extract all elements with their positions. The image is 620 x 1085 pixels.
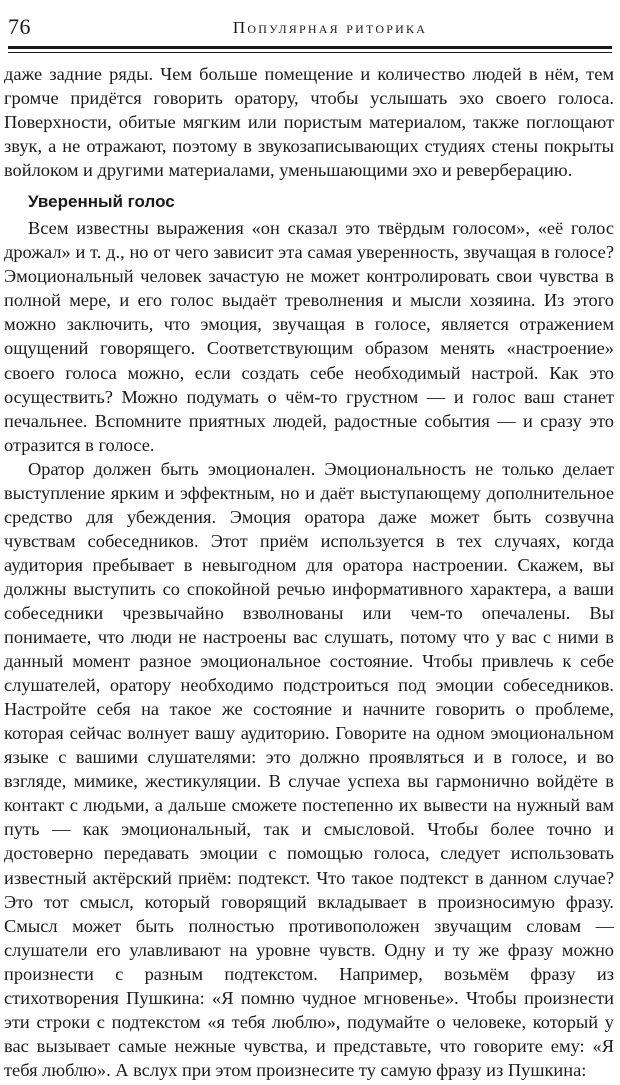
header-rule-thick	[8, 46, 612, 49]
running-title: Популярная риторика	[232, 18, 428, 37]
paragraph: Оратор должен быть эмоционален. Эмоциональность не только делает выступление ярким и эффектным, но и даёт выступающему дополнительное средство для убеждения. Эмоция оратора даже может быть созвучна чувствам собеседников. Этот приём используется в тех случаях, когда аудитория пребывает в невыгодном для оратора настроении. Скажем, вы должны выступить со спокойной речью информативного характера, а ваши собеседники чрезвычайно взволнованы или чем-то опечалены. Вы понимаете, что люди не настроены вас слушать, потому что у вас с ними в данный момент разное эмоциональное состояние. Чтобы привлечь к себе слушателей, оратору необходимо подстроиться под эмоции собеседников. Настройте себя на такое же состояние и начните говорить о проблеме, которая сейчас волнует вашу аудиторию. Говорите на одном эмоциональном языке с вашими слушателями: это должно проявляться и в голосе, и во взгляде, мимике, жестикуляции. В случае успеха вы гармонично войдёте в контакт с людьми, а дальше сможете постепенно их вывести на нужный вам путь — как эмоциональный, так и смысловой. Чтобы более точно и достоверно передавать эмоции с помощью голоса, следует использовать известный актёрский приём: подтекст. Что такое подтекст в данном случае? Это тот смысл, который говорящий вкладывает в произносимую фразу. Смысл может быть полностью противоположен звучащим словам — слушатели его улавливают на уровне чувств. Одну и ту же фразу можно произнести с разным подтекстом. Например, возьмём фразу из стихотворения Пушкина: «Я помню чудное мгновенье». Чтобы произнести эти строки с подтекстом «я тебя люблю», подумайте о человеке, который у вас вызывает самые нежные чувства, и представьте, что говорите ему: «Я тебя люблю». А вслух при этом произнесите ту самую фразу из Пушкина:	[4, 458, 614, 1080]
page-number: 76	[8, 14, 31, 39]
body-text	[4, 62, 614, 1082]
section-heading: Уверенный голос	[28, 192, 175, 212]
paragraph: Всем известны выражения «он сказал это твёрдым голосом», «её голос дрожал» и т. д., но от чего зависит эта самая уверенность, звучащая в голосе? Эмоциональный человек зачастую не может контролировать свои чувства в полной мере, и его голос выдаёт треволнения и мысли хозяина. Из этого можно заключить, что эмоция, звучащая в голосе, является отражением ощущений говорящего. Соответствующим образом менять «настроение» своего голоса можно, если создать себе необходимый настрой. Как это осуществить? Можно подумать о чём-то грустном — и голос ваш станет печальнее. Вспомните приятных людей, радостные события — и сразу это отразится в голосе.	[4, 218, 614, 455]
running-header	[4, 0, 616, 48]
paragraph-continued: даже задние ряды. Чем больше помещение и количество людей в нём, тем громче придётся говорить оратору, чтобы услышать эхо своего голоса. Поверхности, обитые мягким или пористым материалом, также поглощают звук, а не отражают, поэтому в звукозаписывающих студиях стены покрыты войлоком и другими материалами, уменьшающими эхо и реверберацию.	[4, 64, 614, 181]
header-rule-thin	[8, 52, 612, 53]
